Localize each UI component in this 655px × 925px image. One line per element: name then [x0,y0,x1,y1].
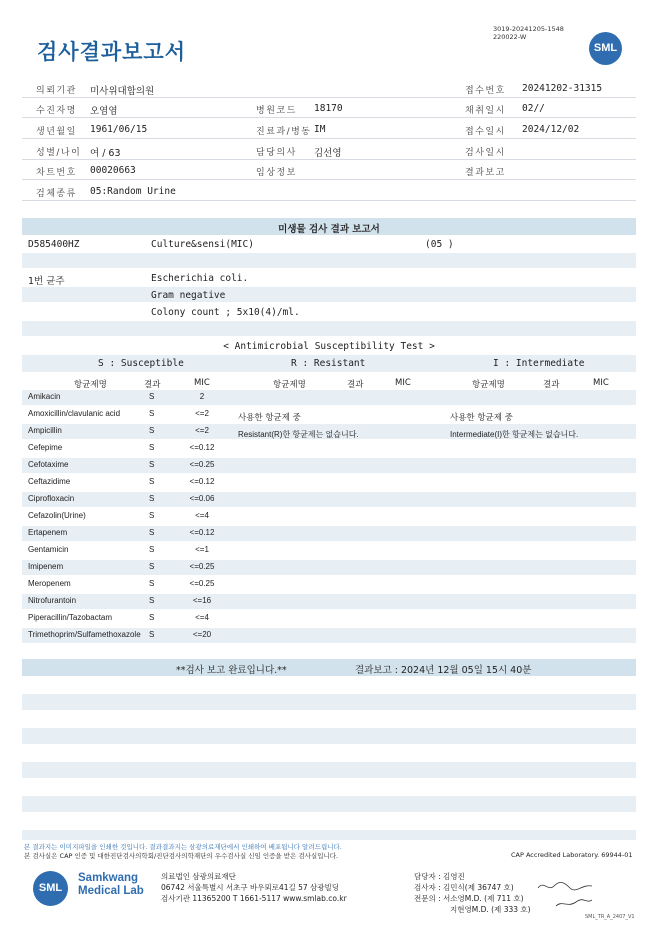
test-date-label: 검사일시 [465,148,506,158]
document-id-line: 3019-20241205-1548 [493,25,564,33]
institution-label: 의뢰기관 [36,86,77,96]
drug-mic: <=1 [195,545,209,554]
info-row [22,80,636,98]
info-row [22,142,636,160]
sml-footer-logo: SML [33,871,68,906]
drug-name: Gentamicin [28,545,69,554]
page-title: 검사결과보고서 [37,40,187,64]
drug-mic: <=0.12 [189,443,215,452]
col-mic-header: MIC [593,378,609,388]
dept-label: 진료과/병동 [256,127,312,137]
drug-name: Amikacin [28,392,61,401]
info-row [22,100,636,118]
drug-result: S [149,579,155,588]
manager: 담당자 : 김영진 [414,872,465,881]
drug-result: S [149,443,155,452]
drug-mic: <=0.12 [189,477,215,486]
strain-label: 1번 균주 [28,276,65,287]
empty-band [22,694,636,710]
empty-band [22,830,636,840]
info-row [22,162,636,180]
sex-age-label: 성별/나이 [36,148,82,158]
footer-brand [78,872,144,898]
chart-no-label: 차트번호 [36,168,77,178]
ast-title: < Antimicrobial Susceptibility Test > [223,341,435,352]
legend-susceptible: S : Susceptible [98,358,184,369]
birth-label: 생년월일 [36,127,77,137]
recipient-value: 오염염 [90,106,118,117]
drug-mic: <=0.25 [189,579,215,588]
signatories [414,871,531,915]
drug-name: Piperacillin/Tazobactam [28,613,113,622]
i-note-heading: 사용한 항균제 중 [450,413,513,423]
collect-date-value: 02// [522,103,545,114]
test-code: D585400HZ [28,239,80,250]
row-band [22,458,636,473]
drug-result: S [149,392,155,401]
drug-result: S [149,426,155,435]
col-result-header: 결과 [347,380,364,390]
org-name: 의료법인 삼광의료재단 [161,872,236,881]
completion-band [22,659,636,676]
col-mic-header: MIC [395,378,411,388]
brand-line: Samkwang [78,872,139,884]
sml-logo: SML [589,32,622,65]
cap-accreditation: CAP Accredited Laboratory. 69944-01 [511,851,633,859]
drug-mic: <=0.12 [189,528,215,537]
drug-result: S [149,562,155,571]
test-number: (05 ) [425,239,454,250]
drug-result: S [149,477,155,486]
gram-stain: Gram negative [151,290,226,301]
footer-cert: 본 검사실은 CAP 인증 및 대한진단검사의학회/진단검사의학재단의 우수검사실 신임 인증을 받은 검사실입니다. [24,852,339,860]
drug-name: Nitrofurantoin [28,596,77,605]
row-band [22,594,636,609]
drug-result: S [149,409,155,418]
colony-count: Colony count ; 5x10(4)/ml. [151,307,300,318]
recipient-label: 수진자명 [36,106,77,116]
ward-code-label: 병원코드 [256,106,297,116]
row-band [22,321,636,336]
brand-line: Medical Lab [78,885,144,897]
receive-date-value: 2024/12/02 [522,124,580,135]
org-info [161,871,347,904]
org-contact: 검사기관 11365200 T 1661-5117 www.smlab.co.kr [161,894,347,903]
drug-name: Trimethoprim/Sulfamethoxazole [28,630,141,639]
drug-mic: <=20 [192,630,212,639]
org-address: 06742 서울특별시 서초구 바우뫼로41길 57 삼광빌딩 [161,883,340,892]
specimen-value: 05:Random Urine [90,186,176,197]
drug-name: Cefepime [28,443,63,452]
drug-mic: <=0.25 [189,562,215,571]
drug-result: S [149,613,155,622]
institution-value: 미사위대합의원 [90,86,155,97]
row-band [22,253,636,268]
report-time: 결과보고 : 2024년 12월 05일 15시 40분 [355,665,532,676]
completion-message: **검사 보고 완료입니다.** [176,665,287,676]
sex-age-value: 여 / 63 [90,148,121,159]
reception-no-label: 접수번호 [465,86,506,96]
organism-name: Escherichia coli. [151,273,249,284]
doctor-value: 김선영 [314,148,342,159]
drug-name: Ceftazidime [28,477,71,486]
drug-name: Amoxicillin/clavulanic acid [28,409,121,418]
document-id [493,25,564,41]
col-drug-header: 항균제명 [74,380,107,390]
drug-mic: <=2 [195,426,209,435]
row-band [22,287,636,302]
drug-result: S [149,630,155,639]
drug-name: Cefotaxime [28,460,69,469]
drug-name: Imipenem [28,562,64,571]
form-code: SML_TR_A_2407_V1 [585,914,635,920]
empty-band [22,796,636,812]
r-note: Resistant(R)한 항균제는 없습니다. [238,430,359,439]
doctor-label: 담당의사 [256,148,297,158]
col-result-header: 결과 [543,380,560,390]
drug-result: S [149,596,155,605]
signature [536,878,596,914]
drug-result: S [149,511,155,520]
col-result-header: 결과 [144,380,161,390]
drug-mic: <=16 [192,596,212,605]
document-id-line: 220022-W [493,33,527,41]
examiner: 검사자 : 김민식(제 36747 호) [414,883,514,892]
row-band [22,390,636,405]
drug-mic: <=0.06 [189,494,215,503]
info-row [22,121,636,139]
section-title: 미생물 검사 결과 보고서 [278,224,380,235]
drug-mic: <=2 [195,409,209,418]
i-note: Intermediate(I)한 항균제는 없습니다. [450,430,579,439]
r-note-heading: 사용한 항균제 중 [238,413,301,423]
col-mic-header: MIC [194,378,210,388]
legend-intermediate: I : Intermediate [493,358,585,369]
drug-name: Ertapenem [28,528,68,537]
footer-notice: 본 결과지는 이미지파일을 인쇄한 것입니다. 결과결과지는 삼광의료재단에서 인쇄하여 배포됩니다 알려드립니다. [24,843,342,851]
reception-no-value: 20241202-31315 [522,83,603,94]
birth-value: 1961/06/15 [90,124,148,135]
empty-band [22,762,636,778]
receive-date-label: 접수일시 [465,127,506,137]
dept-value: IM [314,124,326,135]
empty-band [22,728,636,744]
info-row [22,183,636,201]
row-band [22,560,636,575]
col-drug-header: 항균제명 [273,380,306,390]
drug-name: Meropenem [28,579,71,588]
clinical-label: 임상정보 [256,168,297,178]
drug-name: Ampicillin [28,426,62,435]
row-band [22,526,636,541]
drug-name: Ciprofloxacin [28,494,75,503]
drug-mic: <=4 [195,613,209,622]
drug-result: S [149,545,155,554]
legend-resistant: R : Resistant [291,358,366,369]
drug-result: S [149,494,155,503]
specimen-label: 검체종류 [36,189,77,199]
specialist: 지현영M.D. (제 333 호) [450,905,531,914]
specialist: 전문의 : 서소영M.D. (제 711 호) [414,894,524,903]
result-report-label: 결과보고 [465,168,506,178]
drug-result: S [149,528,155,537]
drug-mic: 2 [199,392,205,401]
drug-name: Cefazolin(Urine) [28,511,86,520]
ward-code-value: 18170 [314,103,343,114]
drug-mic: <=4 [195,511,209,520]
drug-mic: <=0.25 [189,460,215,469]
drug-result: S [149,460,155,469]
row-band [22,492,636,507]
test-name: Culture&sensi(MIC) [151,239,254,250]
col-drug-header: 항균제명 [472,380,505,390]
chart-no-value: 00020663 [90,165,136,176]
collect-date-label: 채취일시 [465,106,506,116]
